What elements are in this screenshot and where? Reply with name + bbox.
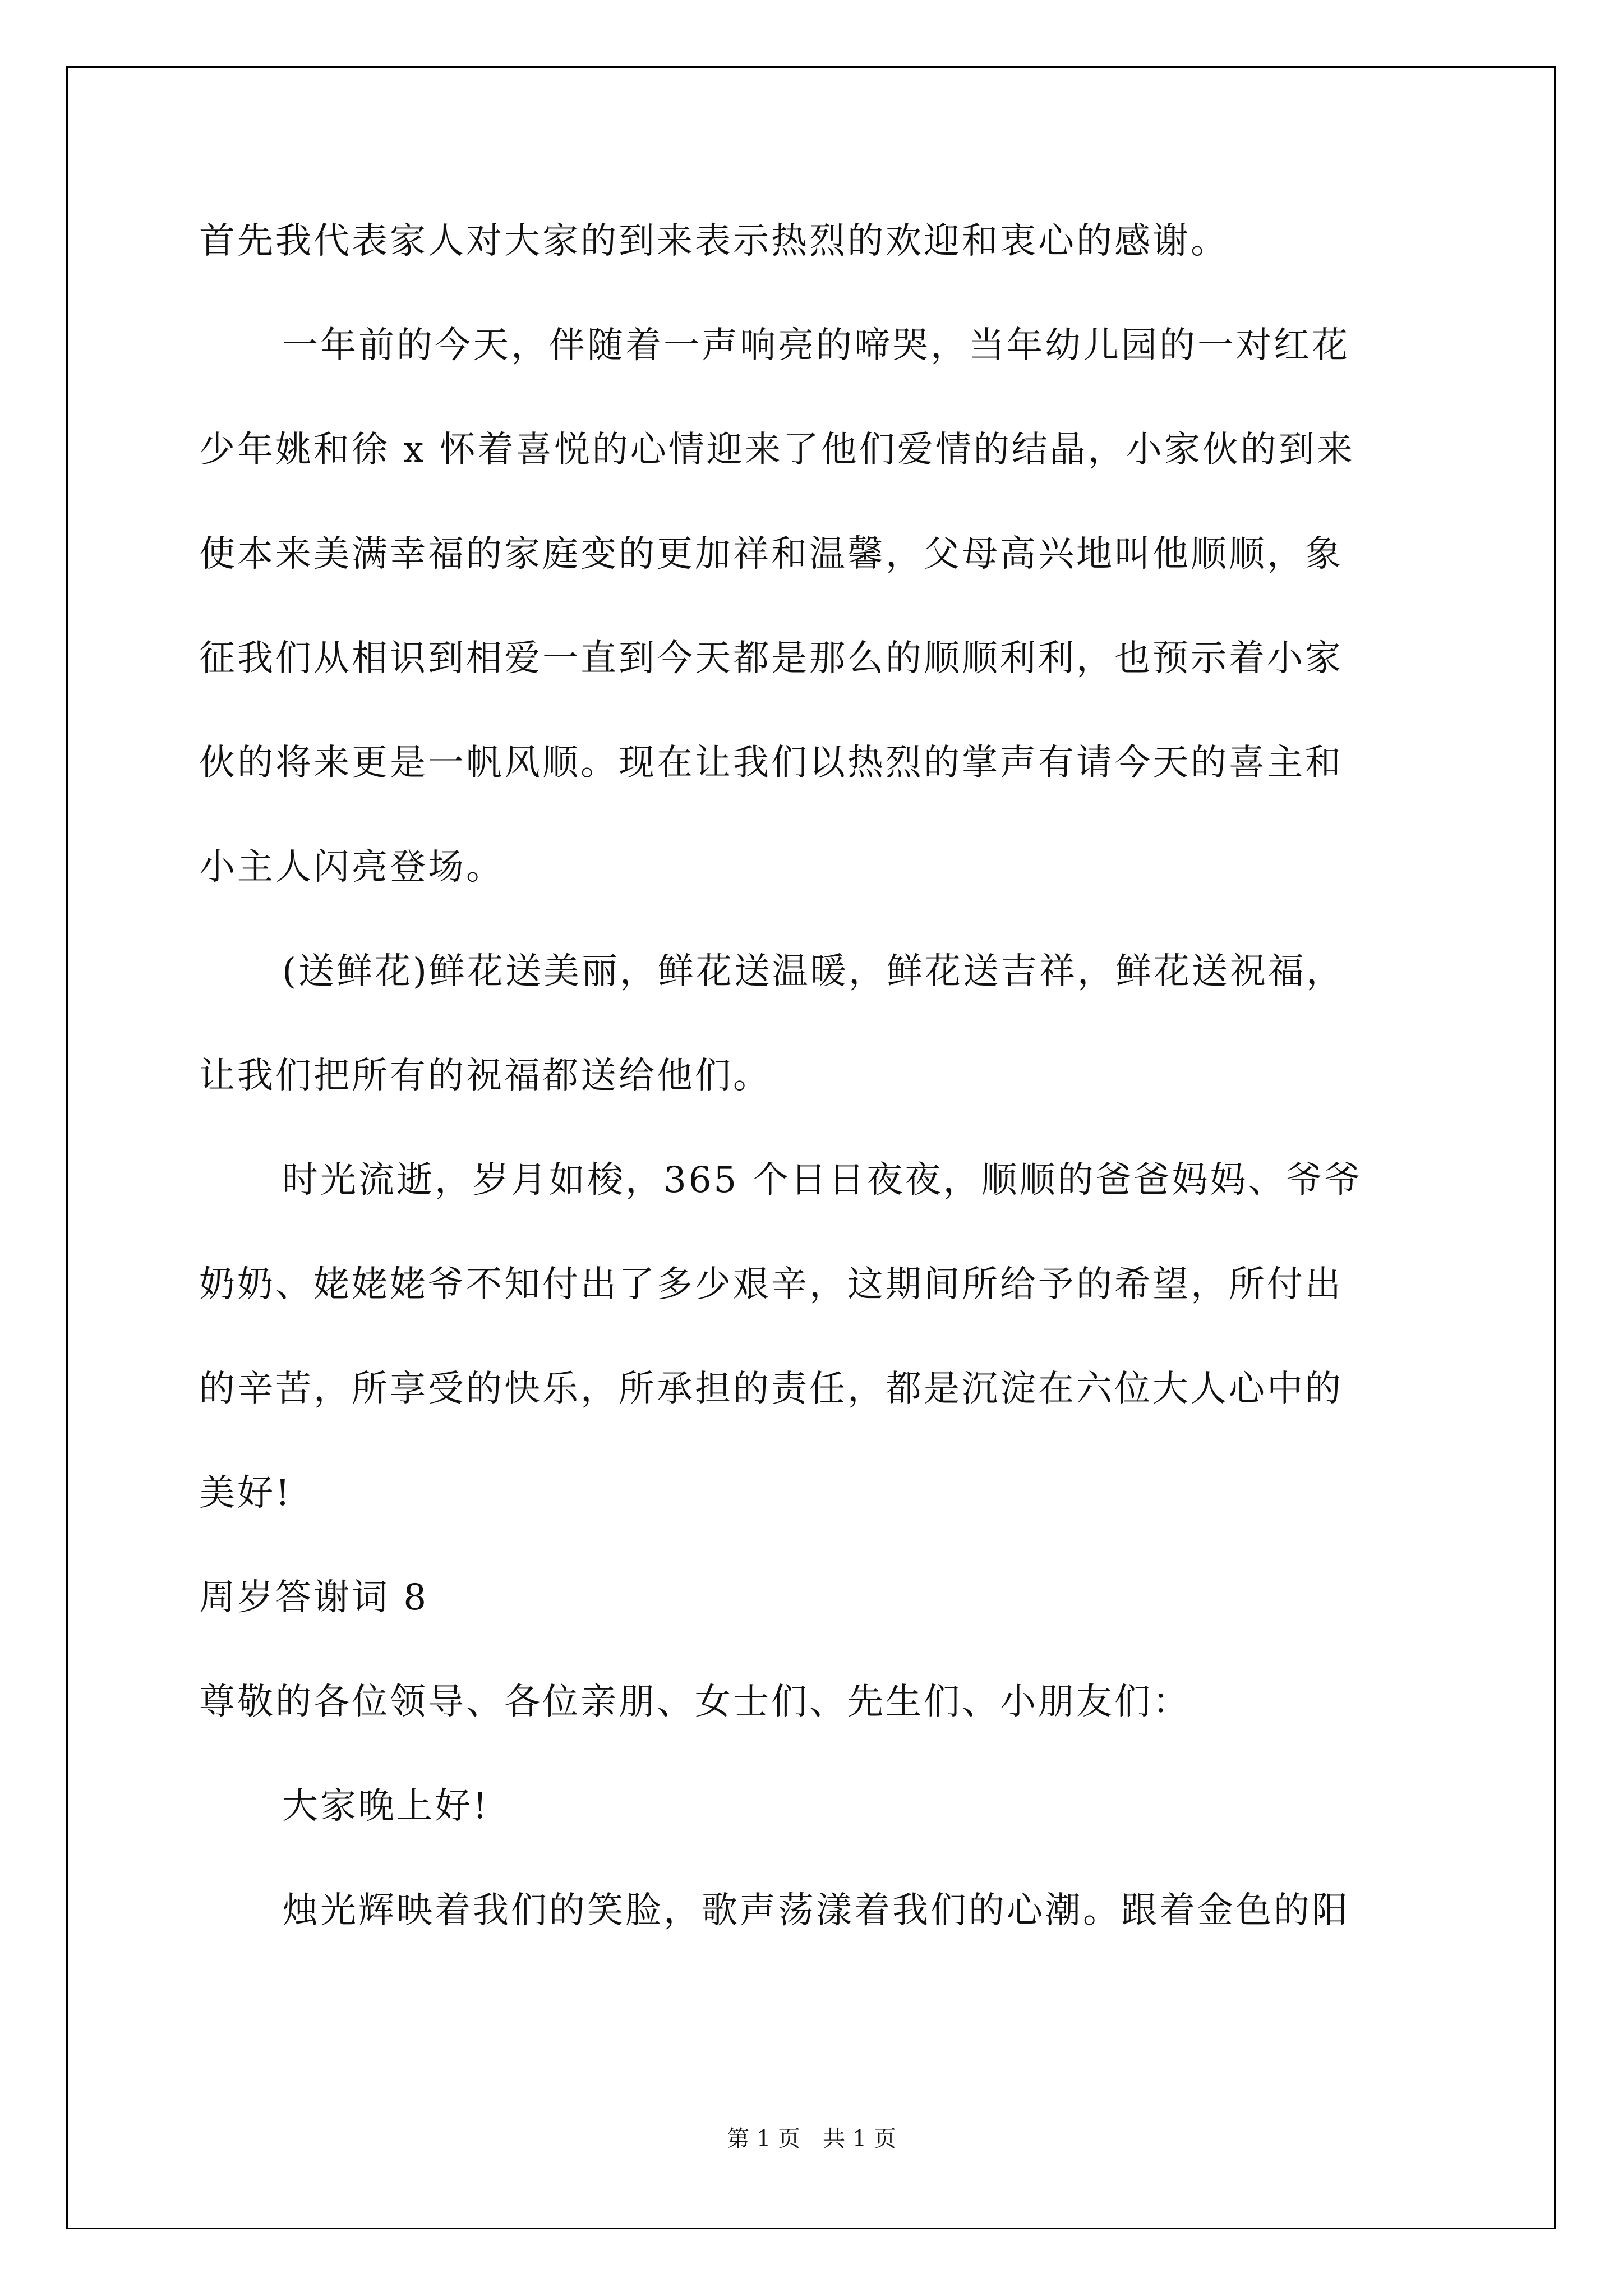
- text-line: 使本来美满幸福的家庭变的更加祥和温馨，父母高兴地叫他顺顺，象: [199, 533, 1343, 575]
- text-line: (送鲜花)鲜花送美丽，鲜花送温暖，鲜花送吉祥，鲜花送祝福，: [282, 951, 1344, 992]
- text-line: 烛光辉映着我们的笑脸，歌声荡漾着我们的心潮。跟着金色的阳: [282, 1890, 1350, 1931]
- text-line: 让我们把所有的祝福都送给他们。: [199, 1055, 771, 1097]
- text-line: 首先我代表家人对大家的到来表示热烈的欢迎和衷心的感谢。: [199, 220, 1229, 262]
- text-line: 征我们从相识到相爱一直到今天都是那么的顺顺利利，也预示着小家: [199, 638, 1343, 679]
- text-line: 美好!: [199, 1473, 292, 1514]
- page-number-footer: 第 1 页 共 1 页: [727, 2126, 896, 2152]
- text-line: 奶奶、姥姥姥爷不知付出了多少艰辛，这期间所给予的希望，所付出: [199, 1264, 1343, 1305]
- text-line: 一年前的今天，伴随着一声响亮的啼哭，当年幼儿园的一对红花: [282, 325, 1350, 366]
- salutation: 尊敬的各位领导、各位亲朋、女士们、先生们、小朋友们：: [199, 1681, 1191, 1723]
- greeting: 大家晚上好!: [282, 1786, 490, 1827]
- text-line: 伙的将来更是一帆风顺。现在让我们以热烈的掌声有请今天的喜主和: [199, 742, 1343, 784]
- text-line: 小主人闪亮登场。: [199, 846, 504, 888]
- text-line: 的辛苦，所享受的快乐，所承担的责任，都是沉淀在六位大人心中的: [199, 1368, 1343, 1410]
- section-heading: 周岁答谢词 8: [199, 1577, 429, 1618]
- text-line: 少年姚和徐 x 怀着喜悦的心情迎来了他们爱情的结晶，小家伙的到来: [199, 429, 1355, 471]
- document-body: [199, 208, 1433, 1981]
- text-line: 时光流逝，岁月如梭，365 个日日夜夜，顺顺的爸爸妈妈、爷爷: [282, 1159, 1363, 1201]
